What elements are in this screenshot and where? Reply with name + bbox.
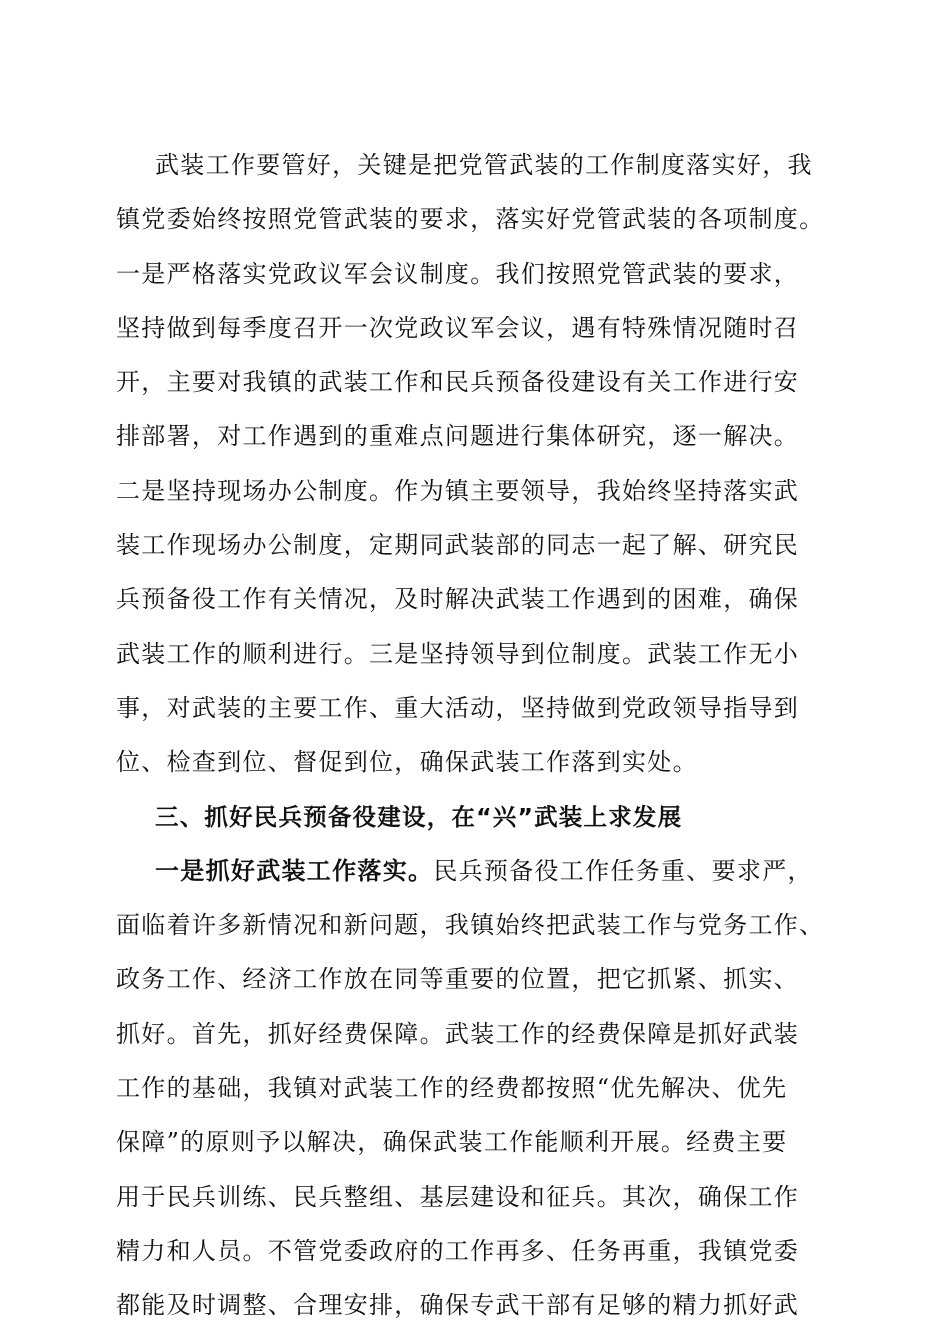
text-line: 面临着许多新情况和新问题，我镇始终把武装工作与党务工作、 (116, 911, 825, 940)
text-line: 排部署，对工作遇到的重难点问题进行集体研究，逐一解决。 (116, 422, 800, 451)
text-line: 兵预备役工作有关情况，及时解决武装工作遇到的困难，确保 (116, 585, 800, 614)
text-line: 镇党委始终按照党管武装的要求，落实好党管武装的各项制度。 (116, 205, 825, 234)
text-line: 武装工作的顺利进行。三是坚持领导到位制度。武装工作无小 (116, 639, 800, 668)
section-heading: 三、抓好民兵预备役建设，在“兴”武装上求发展 (155, 802, 683, 831)
text-line: 工作的基础，我镇对武装工作的经费都按照“优先解决、优先 (116, 1074, 788, 1103)
paragraph-party-control-system (116, 138, 836, 790)
text-line: 武装工作要管好，关键是把党管武装的工作制度落实好，我 (155, 151, 813, 179)
text-line-first (116, 844, 836, 898)
text-line: 开，主要对我镇的武装工作和民兵预备役建设有关工作进行安 (116, 368, 800, 397)
text-line: 政务工作、经济工作放在同等重要的位置，把它抓紧、抓实、 (116, 965, 800, 994)
text-line: 抓好。首先，抓好经费保障。武装工作的经费保障是抓好武装 (116, 1019, 800, 1048)
paragraph-militia-construction (116, 844, 836, 1333)
text-line: 位、检查到位、督促到位，确保武装工作落到实处。 (116, 748, 698, 777)
text-line: 用于民兵训练、民兵整组、基层建设和征兵。其次，确保工作 (116, 1182, 800, 1211)
text-line: 装工作现场办公制度，定期同武装部的同志一起了解、研究民 (116, 531, 800, 560)
text-line: 精力和人员。不管党委政府的工作再多、任务再重，我镇党委 (116, 1236, 800, 1265)
text-line: 二是坚持现场办公制度。作为镇主要领导，我始终坚持落实武 (116, 476, 800, 505)
text-line: 保障”的原则予以解决，确保武装工作能顺利开展。经费主要 (116, 1128, 788, 1157)
text-line-rest: 民兵预备役工作任务重、要求严， (433, 856, 813, 885)
text-line: 一是严格落实党政议军会议制度。我们按照党管武装的要求， (116, 259, 800, 288)
text-line: 事，对武装的主要工作、重大活动，坚持做到党政领导指导到 (116, 693, 800, 722)
text-line: 都能及时调整、合理安排，确保专武干部有足够的精力抓好武 (116, 1291, 800, 1320)
body-text (116, 138, 836, 1333)
text-line: 坚持做到每季度召开一次党政议军会议，遇有特殊情况随时召 (116, 313, 800, 342)
lead-phrase: 一是抓好武装工作落实。 (155, 856, 434, 885)
